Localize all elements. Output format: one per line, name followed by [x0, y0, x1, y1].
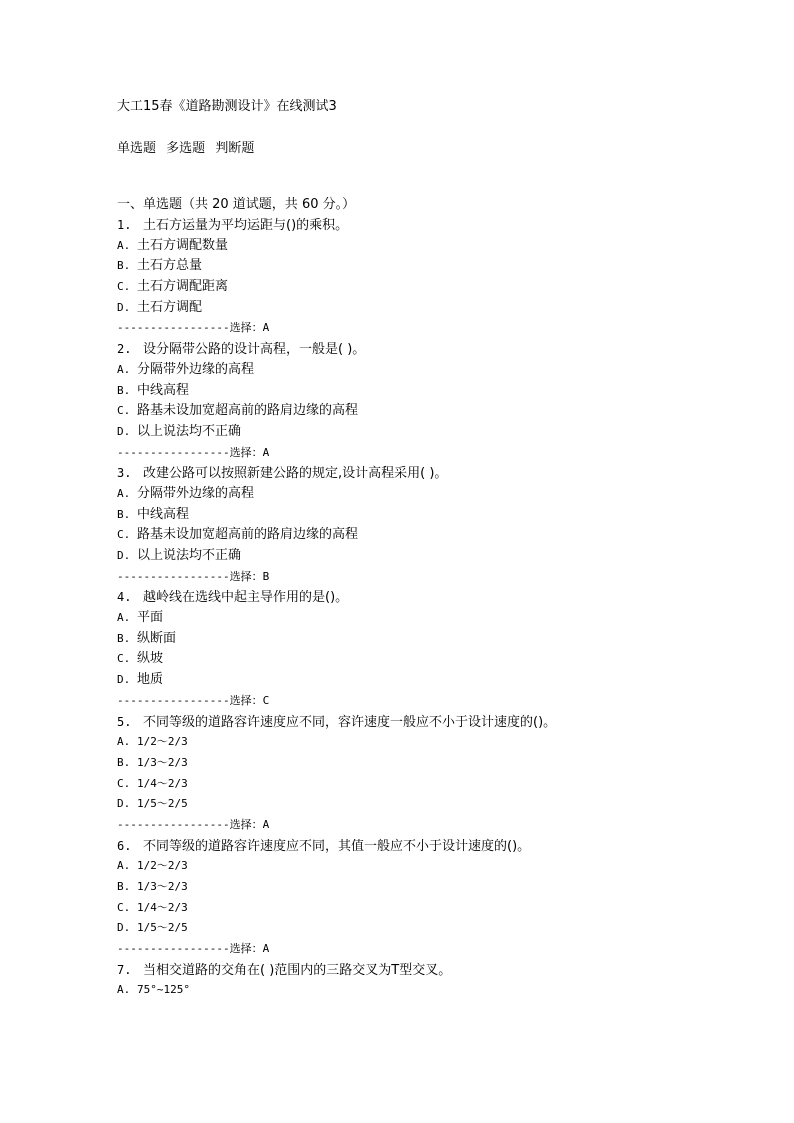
option-letter: D. [117, 424, 131, 438]
option-line [117, 484, 757, 505]
option-line [117, 381, 757, 402]
option-letter: B. [117, 507, 131, 521]
option-text: 中线高程 [137, 506, 190, 522]
option-line [117, 422, 757, 443]
option-letter: A. [117, 859, 131, 873]
option-line [117, 629, 757, 650]
question-line [117, 587, 757, 608]
question-text: 土石方运量为平均运距与()的乘积。 [143, 218, 349, 233]
question-line [117, 339, 757, 360]
option-text: 土石方调配数量 [137, 237, 229, 253]
tab-multiple-choice[interactable]: 多选题 [166, 141, 206, 156]
answer-line: -----------------选择：A [117, 942, 270, 956]
answer-line: -----------------选择：C [117, 693, 270, 707]
answer-line: -----------------选择：B [117, 569, 270, 583]
option-text: 75°~125° [137, 983, 190, 997]
option-line [117, 256, 757, 277]
question-number: 4. [117, 590, 132, 605]
option-text: 平面 [137, 610, 164, 626]
option-letter: D. [117, 797, 131, 811]
question-type-tabs [117, 139, 757, 159]
option-line [117, 360, 757, 381]
option-text: 分隔带外边缘的高程 [137, 485, 255, 501]
option-line [117, 649, 757, 670]
option-line [117, 980, 757, 1001]
option-text: 分隔带外边缘的高程 [137, 361, 255, 377]
option-letter: C. [117, 900, 131, 914]
question-number: 2. [117, 342, 132, 357]
question-list [117, 215, 757, 1001]
option-letter: B. [117, 259, 131, 273]
option-text: 1/5～2/5 [137, 921, 188, 935]
option-letter: A. [117, 611, 131, 625]
tab-single-choice[interactable]: 单选题 [117, 141, 157, 156]
option-letter: D. [117, 673, 131, 687]
question-number: 5. [117, 714, 132, 729]
option-line [117, 236, 757, 257]
question-number: 3. [117, 466, 132, 481]
option-text: 路基未设加宽超高前的路肩边缘的高程 [137, 527, 359, 543]
option-line [117, 732, 757, 753]
document-title: 大工15春《道路勘测设计》在线测试3 [117, 99, 337, 114]
option-letter: B. [117, 631, 131, 645]
option-letter: B. [117, 383, 131, 397]
option-letter: A. [117, 362, 131, 376]
option-text: 1/3～2/3 [137, 755, 188, 769]
option-letter: B. [117, 755, 131, 769]
option-text: 以上说法均不正确 [137, 423, 242, 439]
option-line [117, 670, 757, 691]
option-text: 地质 [137, 672, 164, 688]
option-text: 土石方总量 [137, 258, 203, 274]
option-text: 1/4～2/3 [137, 900, 188, 914]
option-line [117, 277, 757, 298]
question-text: 当相交道路的交角在( )范围内的三路交叉为T型交叉。 [143, 962, 452, 978]
option-letter: A. [117, 238, 131, 252]
option-text: 1/3～2/3 [137, 880, 188, 893]
option-line [117, 298, 757, 319]
option-text: 土石方调配 [137, 299, 203, 315]
option-text: 土石方调配距离 [137, 279, 229, 295]
option-letter: D. [117, 921, 131, 935]
question-text: 改建公路可以按照新建公路的规定,设计高程采用( )。 [143, 466, 448, 482]
question-number: 7. [117, 962, 132, 977]
question-line [117, 463, 757, 484]
option-line [117, 856, 757, 877]
option-text: 以上说法均不正确 [137, 548, 242, 563]
question-text: 不同等级的道路容许速度应不同，容许速度一般应不小于设计速度的()。 [143, 714, 557, 730]
option-line [117, 794, 757, 815]
option-letter: A. [117, 486, 131, 500]
option-text: 路基未设加宽超高前的路肩边缘的高程 [137, 403, 359, 419]
option-line [117, 918, 757, 939]
option-text: 纵坡 [137, 651, 164, 667]
option-text: 1/4～2/3 [137, 776, 188, 790]
option-letter: C. [117, 528, 131, 542]
option-letter: C. [117, 280, 131, 294]
option-letter: C. [117, 652, 131, 666]
question-line [117, 215, 757, 236]
question-line [117, 836, 757, 857]
option-letter: D. [117, 300, 131, 314]
option-letter: C. [117, 776, 131, 790]
option-text: 1/5～2/5 [137, 797, 188, 811]
option-text: 纵断面 [137, 630, 177, 646]
option-letter: B. [117, 880, 131, 893]
question-text: 不同等级的道路容许速度应不同，其值一般应不小于设计速度的()。 [143, 838, 531, 854]
option-line [117, 774, 757, 795]
option-line [117, 525, 757, 546]
question-number: 6. [117, 838, 132, 853]
option-line [117, 898, 757, 919]
question-line [117, 960, 757, 981]
answer-line: -----------------选择：A [117, 817, 270, 831]
option-text: 中线高程 [137, 382, 190, 398]
answer-line: -----------------选择：A [117, 321, 270, 335]
option-line [117, 401, 757, 422]
question-text: 越岭线在选线中起主导作用的是()。 [143, 590, 349, 606]
option-text: 1/2～2/3 [137, 735, 188, 749]
section-heading: 一、单选题（共 20 道试题，共 60 分。） [117, 197, 356, 212]
question-line [117, 712, 757, 733]
option-letter: A. [117, 735, 131, 749]
option-letter: A. [117, 983, 131, 997]
option-line [117, 608, 757, 629]
document-page [117, 97, 757, 1001]
option-line [117, 505, 757, 526]
question-text: 设分隔带公路的设计高程，一般是( )。 [143, 342, 366, 358]
option-text: 1/2～2/3 [137, 859, 188, 873]
option-letter: C. [117, 404, 131, 418]
question-number: 1. [117, 218, 132, 232]
option-line [117, 546, 757, 567]
option-line [117, 877, 757, 898]
option-letter: D. [117, 549, 131, 562]
answer-line: -----------------选择：A [117, 445, 270, 459]
option-line [117, 753, 757, 774]
tab-true-false[interactable]: 判断题 [215, 141, 255, 156]
